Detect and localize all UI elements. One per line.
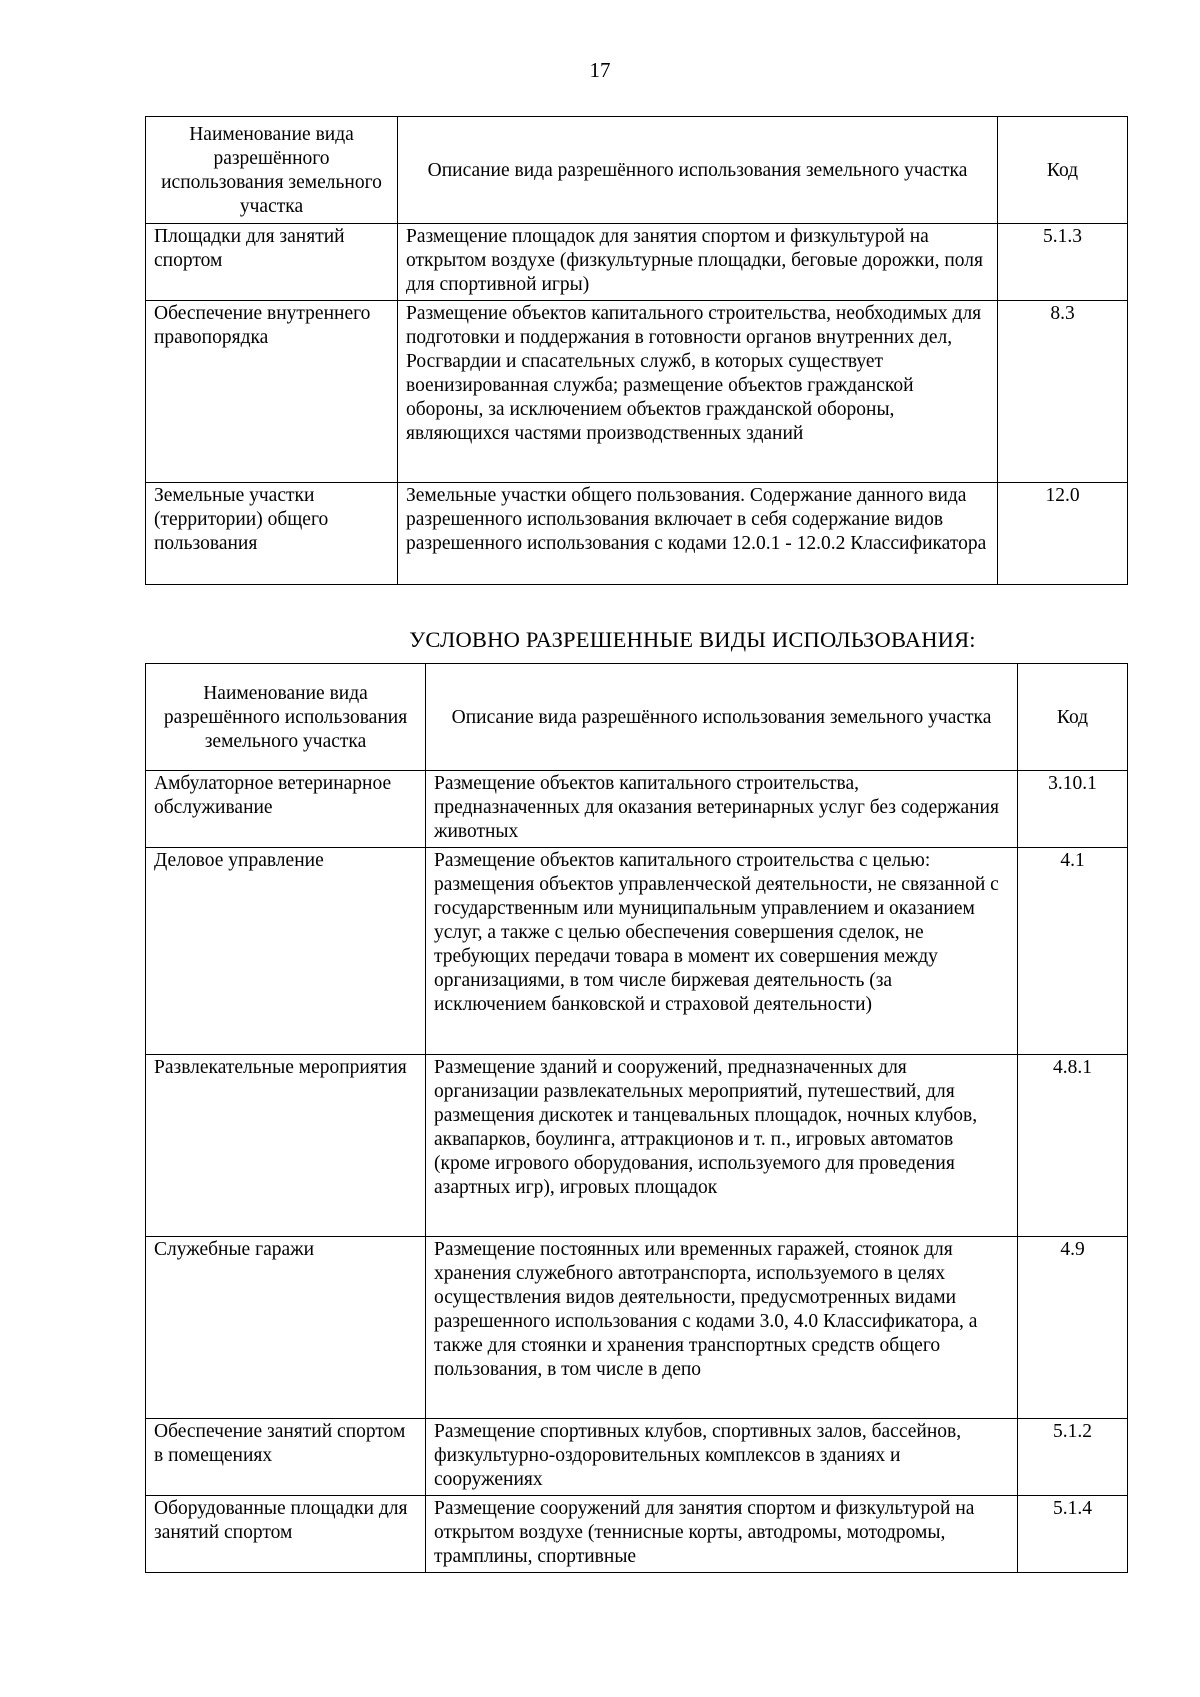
use-description: Размещение постоянных или временных гаражей, стоянок для хранения служебного автотранспорта, используемого в целях осуществления видов деятельности, предусмотренных видами разрешенного использования с кодами 3.0, 4.0 Классификатора, а также для стоянки и хранения транспортных средств общего пользования, в том числе в депо (426, 1237, 1018, 1419)
use-description: Земельные участки общего пользования. Содержание данного вида разрешенного использования включает в себя содержание видов разрешенного использования с кодами 12.0.1 - 12.0.2 Классификатора (398, 483, 998, 585)
table-row (146, 301, 1128, 483)
table-row (146, 1237, 1128, 1419)
main-permitted-use-table (145, 116, 1128, 585)
use-code: 4.9 (1018, 1237, 1128, 1419)
header-name: Наименование вида разрешённого использования земельного участка (146, 117, 398, 224)
use-name: Амбулаторное ветеринарное обслуживание (146, 771, 426, 848)
use-description: Размещение площадок для занятия спортом и физкультурой на открытом воздухе (физкультурные площадки, беговые дорожки, поля для спортивной игры) (398, 224, 998, 301)
conditional-uses-heading: УСЛОВНО РАЗРЕШЕННЫЕ ВИДЫ ИСПОЛЬЗОВАНИЯ: (409, 627, 976, 652)
use-description: Размещение объектов капитального строительства, предназначенных для оказания ветеринарных услуг без содержания животных (426, 771, 1018, 848)
use-code: 4.8.1 (1018, 1055, 1128, 1237)
table-row (146, 483, 1128, 585)
use-name: Обеспечение занятий спортом в помещениях (146, 1419, 426, 1496)
use-code: 5.1.4 (1018, 1496, 1128, 1573)
use-code: 5.1.2 (1018, 1419, 1128, 1496)
header-code: Код (998, 117, 1128, 224)
use-name: Деловое управление (146, 848, 426, 1055)
use-code: 4.1 (1018, 848, 1128, 1055)
table-header-row (146, 664, 1128, 771)
page-number: 17 (589, 58, 611, 82)
use-code: 12.0 (998, 483, 1128, 585)
conditional-use-table (145, 663, 1128, 1573)
use-code: 8.3 (998, 301, 1128, 483)
use-name: Земельные участки (территории) общего пользования (146, 483, 398, 585)
use-name: Оборудованные площадки для занятий спортом (146, 1496, 426, 1573)
header-description: Описание вида разрешённого использования земельного участка (426, 664, 1018, 771)
use-name: Площадки для занятий спортом (146, 224, 398, 301)
use-name: Обеспечение внутреннего правопорядка (146, 301, 398, 483)
use-description: Размещение сооружений для занятия спортом и физкультурой на открытом воздухе (теннисные корты, автодромы, мотодромы, трамплины, спортивные (426, 1496, 1018, 1573)
use-name: Служебные гаражи (146, 1237, 426, 1419)
use-code: 3.10.1 (1018, 771, 1128, 848)
header-description: Описание вида разрешённого использования земельного участка (398, 117, 998, 224)
use-code: 5.1.3 (998, 224, 1128, 301)
table-row (146, 1496, 1128, 1573)
table-row (146, 771, 1128, 848)
header-name: Наименование вида разрешённого использования земельного участка (146, 664, 426, 771)
use-description: Размещение объектов капитального строительства с целью: размещения объектов управленческой деятельности, не связанной с государственным или муниципальным управлением и оказанием услуг, а также с целью обеспечения совершения сделок, не требующих передачи товара в момент их совершения между организациями, в том числе биржевая деятельность (за исключением банковской и страховой деятельности) (426, 848, 1018, 1055)
table-row (146, 1419, 1128, 1496)
use-description: Размещение объектов капитального строительства, необходимых для подготовки и поддержания в готовности органов внутренних дел, Росгвардии и спасательных служб, в которых существует военизированная служба; размещение объектов гражданской обороны, за исключением объектов гражданской обороны, являющихся частями производственных зданий (398, 301, 998, 483)
header-code: Код (1018, 664, 1128, 771)
use-description: Размещение зданий и сооружений, предназначенных для организации развлекательных мероприятий, путешествий, для размещения дискотек и танцевальных площадок, ночных клубов, аквапарков, боулинга, аттракционов и т. п., игровых автоматов (кроме игрового оборудования, используемого для проведения азартных игр), игровых площадок (426, 1055, 1018, 1237)
table-row (146, 224, 1128, 301)
use-description: Размещение спортивных клубов, спортивных залов, бассейнов, физкультурно-оздоровительных комплексов в зданиях и сооружениях (426, 1419, 1018, 1496)
table-row (146, 1055, 1128, 1237)
table-row (146, 848, 1128, 1055)
use-name: Развлекательные мероприятия (146, 1055, 426, 1237)
table-header-row (146, 117, 1128, 224)
